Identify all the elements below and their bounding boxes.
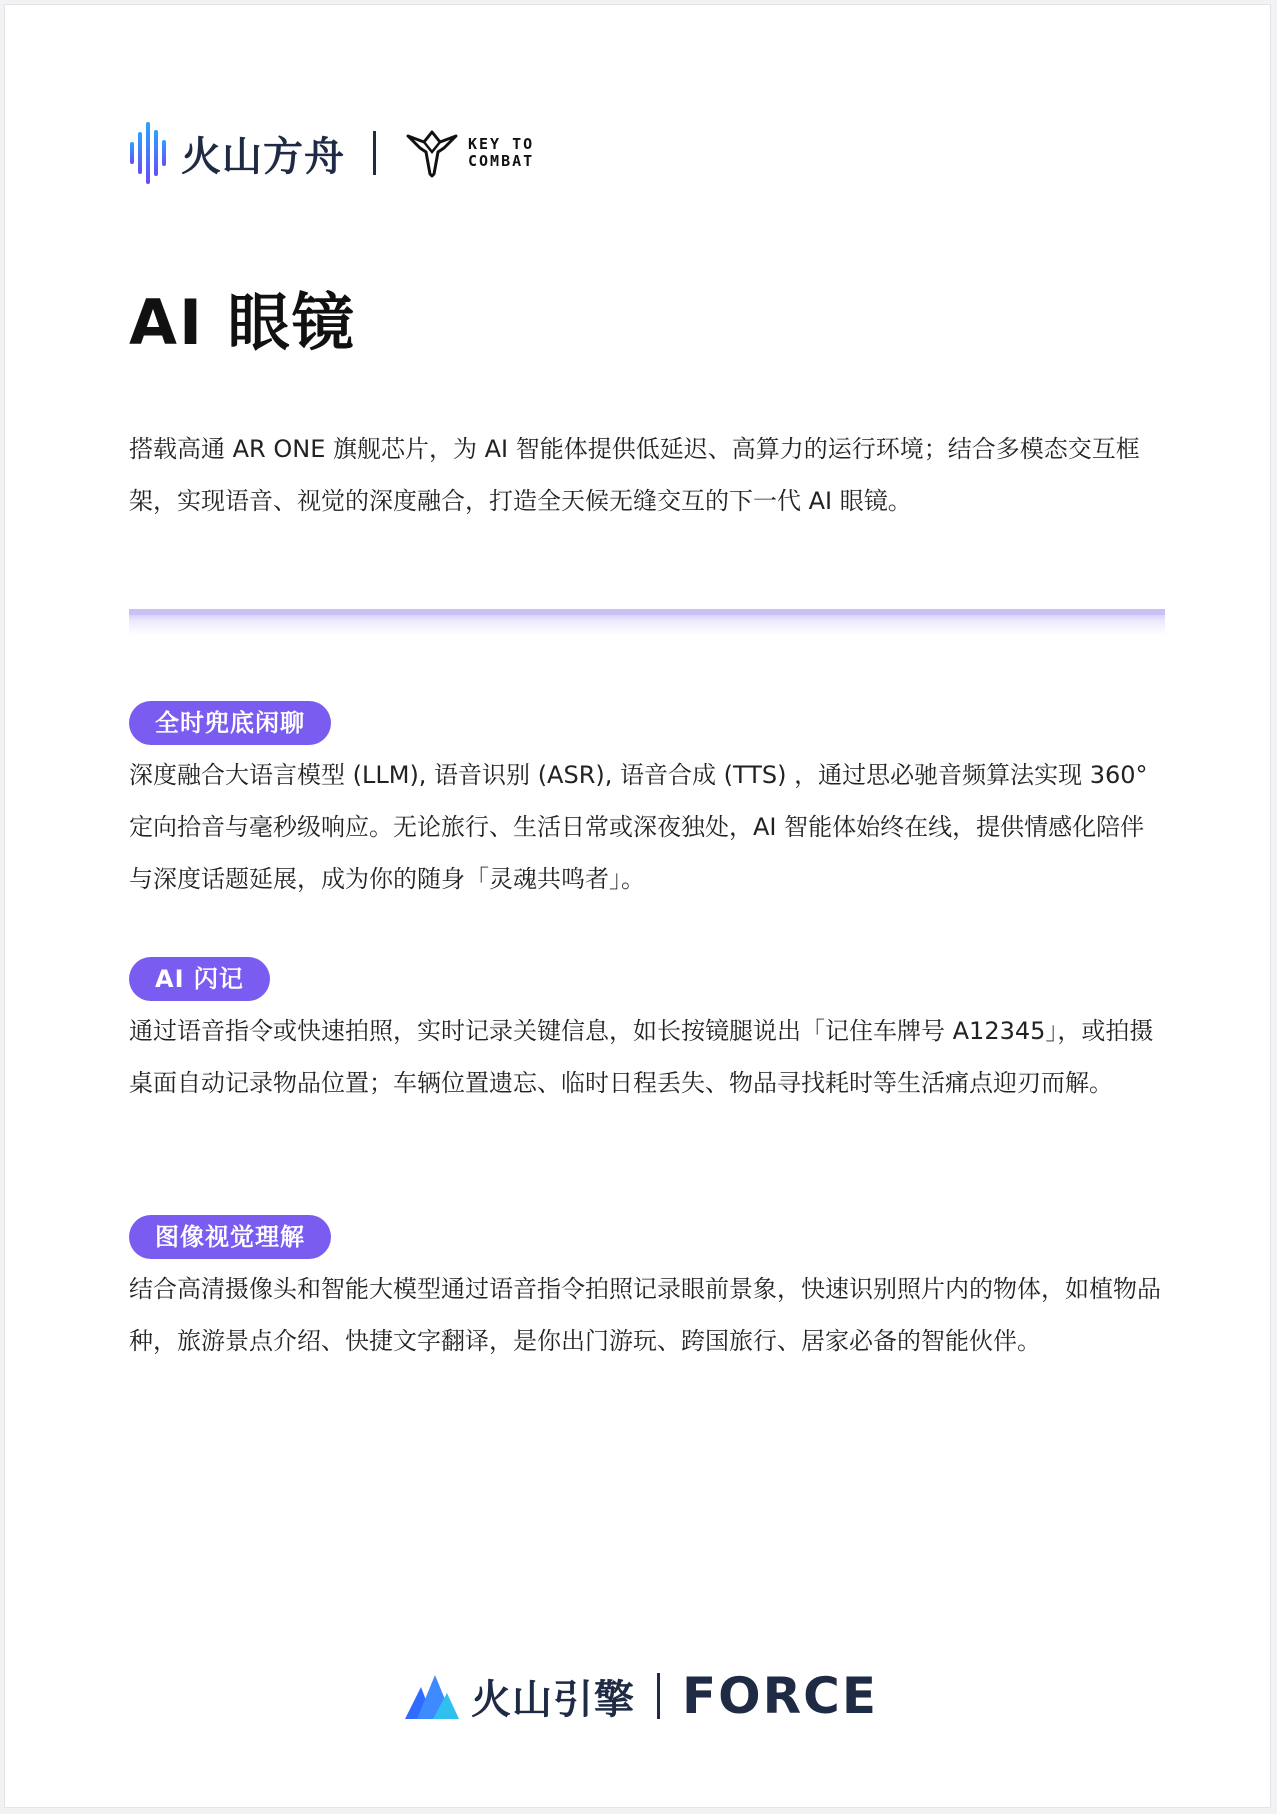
intro-paragraph: 搭载高通 AR ONE 旗舰芯片，为 AI 智能体提供低延迟、高算力的运行环境；结合多模态交互框架，实现语音、视觉的深度融合，打造全天候无缝交互的下一代 AI 眼镜。 [129, 435, 1140, 515]
document-page [4, 4, 1271, 1808]
feature-tag: AI 闪记 [129, 957, 270, 1001]
feature-section [129, 1215, 1165, 1367]
key-to-combat-logo [404, 128, 534, 178]
soundwave-logo-icon [129, 120, 169, 186]
section-divider [129, 609, 1165, 635]
feature-tag: 图像视觉理解 [129, 1215, 331, 1259]
key-to-combat-emblem-icon [404, 128, 460, 178]
feature-description: 结合高清摄像头和智能大模型通过语音指令拍照记录眼前景象，快速识别照片内的物体，如植物品种，旅游景点介绍、快捷文字翻译，是你出门游玩、跨国旅行、居家必备的智能伙伴。 [129, 1275, 1161, 1355]
logo-divider [373, 131, 376, 175]
footer-logos [403, 1661, 878, 1731]
feature-description: 通过语音指令或快速拍照，实时记录关键信息，如长按镜腿说出「记住车牌号 A12345」，或拍摄桌面自动记录物品位置；车辆位置遗忘、临时日程丢失、物品寻找耗时等生活痛点迎刃而解。 [129, 1017, 1154, 1097]
header-logos [129, 113, 534, 193]
footer-divider [657, 1673, 660, 1719]
huoshan-fangzhou-logo [129, 120, 345, 186]
page-title: AI 眼镜 [129, 286, 356, 359]
feature-description: 深度融合大语言模型 (LLM), 语音识别 (ASR), 语音合成 (TTS) ，通过思必驰音频算法实现 360° 定向拾音与毫秒级响应。无论旅行、生活日常或深夜独处，AI 智能体始终在线，提供情感化陪伴与深度话题延展，成为你的随身「灵魂共鸣者」。 [129, 761, 1148, 893]
wordmark-line-1: KEY TO [468, 135, 535, 153]
engine-name: 火山引擎 [471, 1676, 635, 1723]
brand-name: 火山方舟 [181, 133, 345, 180]
feature-section [129, 701, 1165, 905]
feature-tag: 全时兜底闲聊 [129, 701, 331, 745]
wordmark-line-2: COMBAT [468, 152, 535, 170]
key-to-combat-wordmark [468, 136, 534, 170]
force-wordmark: FORCE [682, 1667, 879, 1725]
feature-section [129, 957, 1165, 1109]
volcano-engine-logo-icon [403, 1673, 461, 1719]
